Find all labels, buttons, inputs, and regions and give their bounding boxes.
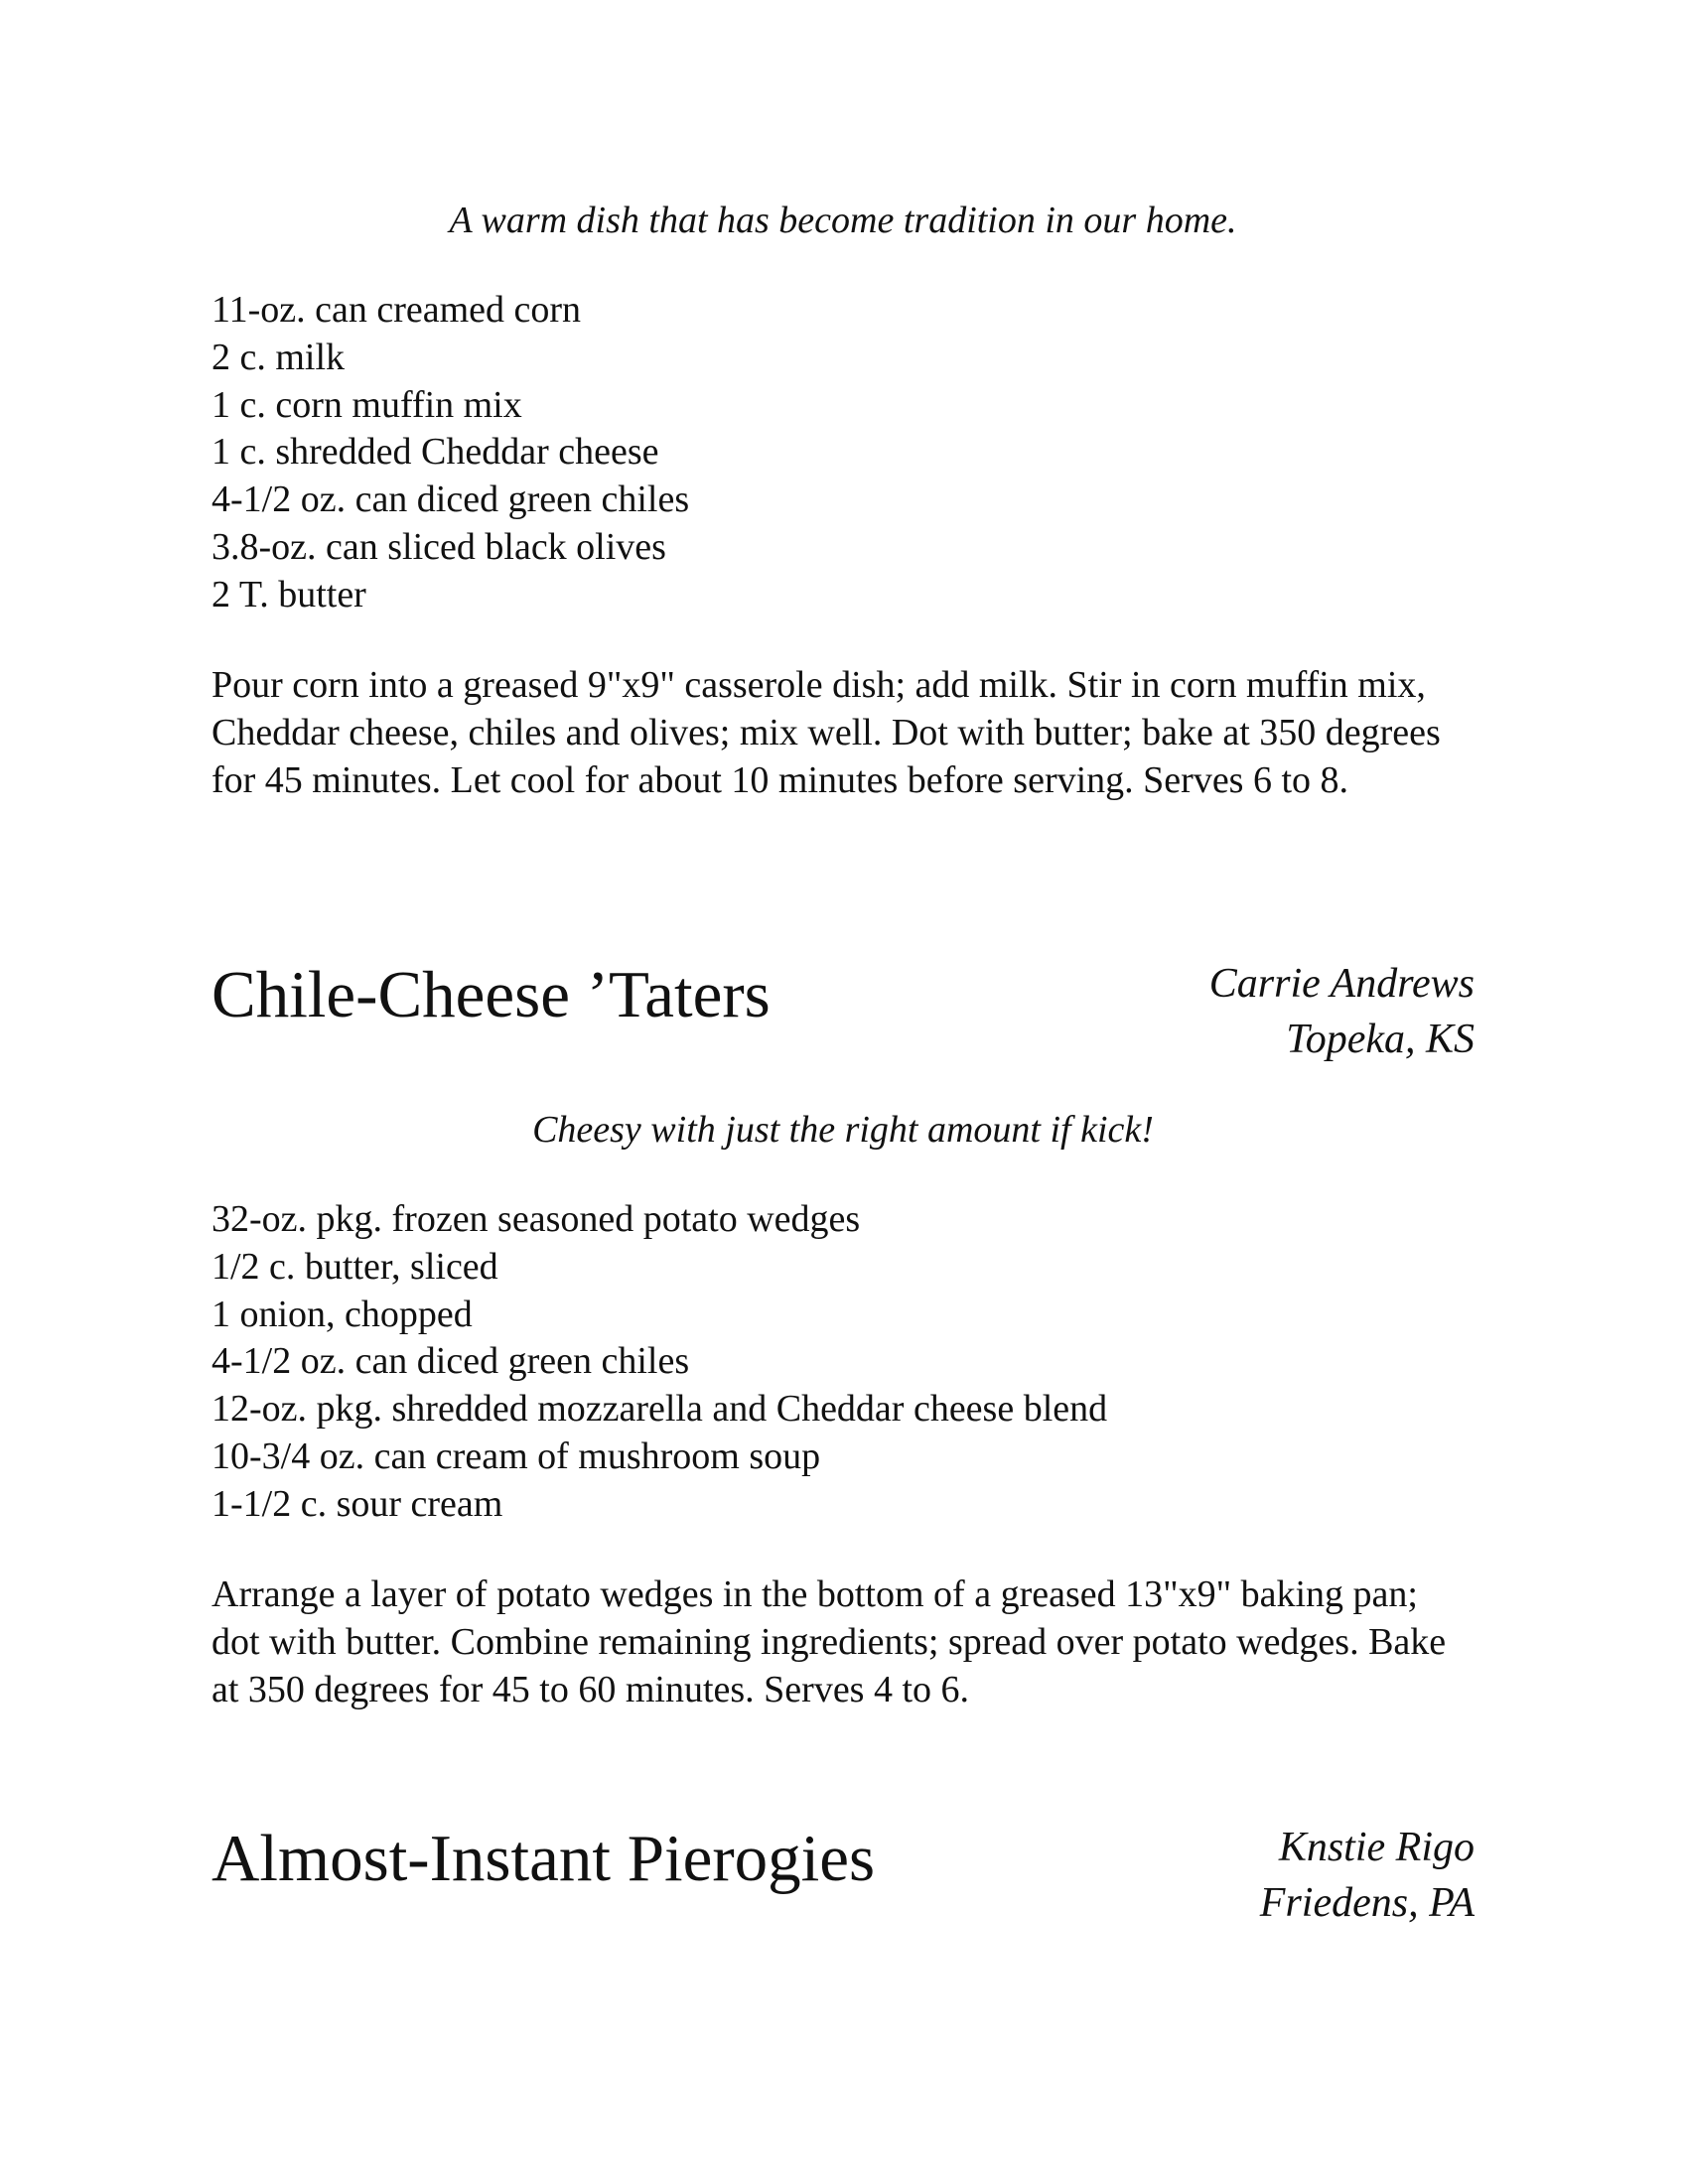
recipe1-intro: A warm dish that has become tradition in our home. [449, 200, 1237, 241]
ingredient-item: 1 c. corn muffin mix [211, 383, 522, 426]
recipe2-intro: Cheesy with just the right amount if kick! [532, 1109, 1154, 1151]
recipe3-location: Friedens, PA [1259, 1880, 1475, 1926]
recipe2-directions: Arrange a layer of potato wedges in the bottom of a greased 13"x9" baking pan; dot with butter. Combine remaining ingredients; spread over potato wedges. Bake at 350 degrees for 45 to 60 minutes. Serves 4 to 6. [211, 1573, 1447, 1710]
ingredient-item: 4-1/2 oz. can diced green chiles [211, 478, 690, 521]
recipe1-ingredients-block [211, 287, 1475, 619]
recipe2-directions-block [211, 1571, 1475, 1713]
recipe3-author: Knstie Rigo [1278, 1825, 1475, 1870]
ingredient-item: 32-oz. pkg. frozen seasoned potato wedges [211, 1198, 861, 1240]
ingredient-item: 3.8-oz. can sliced black olives [211, 525, 666, 568]
ingredient-item: 4-1/2 oz. can diced green chiles [211, 1340, 690, 1383]
recipe2-byline [1209, 956, 1475, 1067]
recipe1-directions-block [211, 662, 1475, 804]
recipe1-ingredient-list [211, 287, 1475, 619]
recipe2-location: Topeka, KS [1286, 1017, 1475, 1062]
ingredient-item: 12-oz. pkg. shredded mozzarella and Cheddar cheese blend [211, 1388, 1108, 1431]
ingredient-item: 1 c. shredded Cheddar cheese [211, 431, 659, 474]
ingredient-item: 10-3/4 oz. can cream of mushroom soup [211, 1434, 821, 1477]
recipe1-intro-block [211, 197, 1475, 244]
recipe3-byline [1260, 1820, 1475, 1931]
recipe2-ingredients-block [211, 1196, 1475, 1529]
recipe2-intro-block [211, 1106, 1475, 1154]
ingredient-item: 11-oz. can creamed corn [211, 289, 582, 331]
ingredient-item: 1 onion, chopped [211, 1293, 473, 1335]
ingredient-item: 1-1/2 c. sour cream [211, 1482, 503, 1525]
recipe3-title: Almost-Instant Pierogies [211, 1822, 876, 1895]
ingredient-item: 2 T. butter [211, 573, 366, 615]
recipe2-author: Carrie Andrews [1208, 961, 1475, 1007]
recipe2-ingredient-list [211, 1196, 1475, 1529]
recipe1-directions: Pour corn into a greased 9"x9" casserole dish; add milk. Stir in corn muffin mix, Cheddar cheese, chiles and olives; mix well. Dot with butter; bake at 350 degrees for 45 minutes. Let cool for about 10 minutes before serving. Serves 6 to 8. [211, 664, 1441, 801]
ingredient-item: 2 c. milk [211, 336, 346, 378]
recipe2-title: Chile-Cheese ’Taters [211, 958, 771, 1031]
ingredient-item: 1/2 c. butter, sliced [211, 1245, 498, 1288]
